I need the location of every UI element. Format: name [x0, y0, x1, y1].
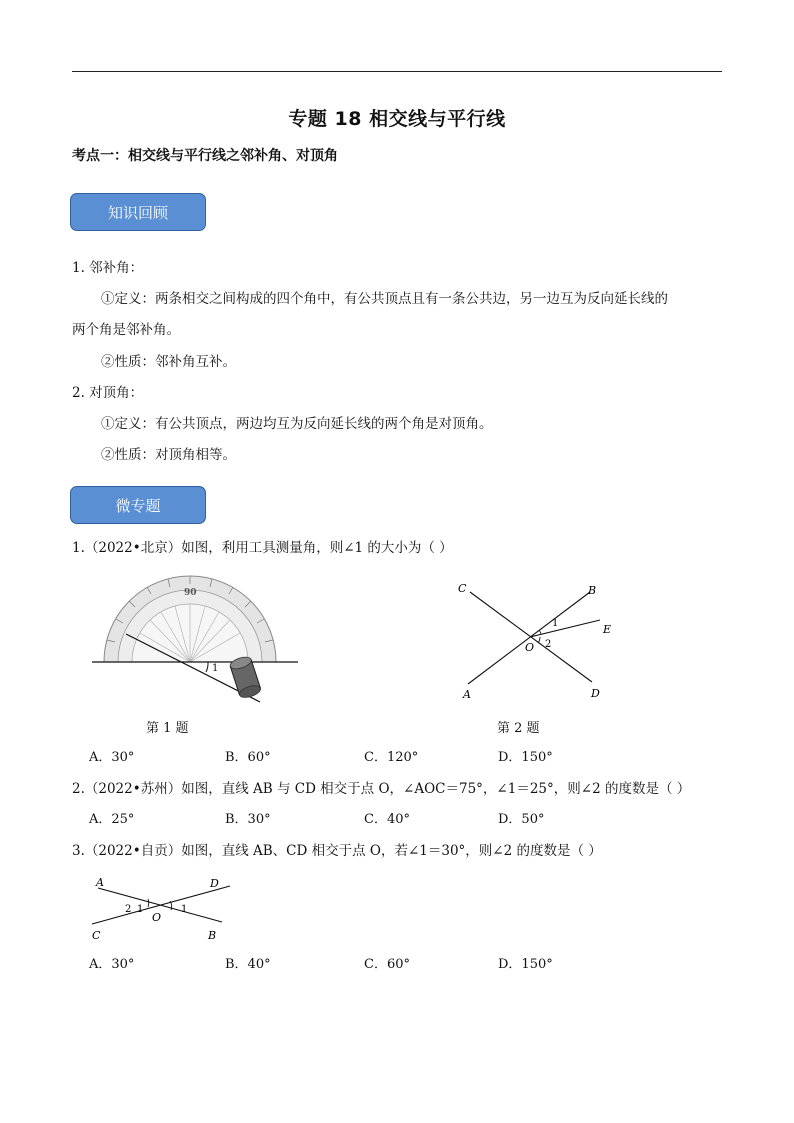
header-rule	[72, 71, 722, 72]
q2-option-d[interactable]: D．50°	[498, 812, 545, 827]
question-3-stem: 3.（2022•自贡）如图，直线 AB、CD 相交于点 O，若∠1＝30°，则∠2 的度数是（ ）	[72, 843, 602, 859]
figure-2-caption: 第 2 题	[497, 721, 540, 736]
question-2-stem: 2.（2022•苏州）如图，直线 AB 与 CD 相交于点 O，∠AOC＝75°，∠1＝25°，则∠2 的度数是（ ）	[72, 781, 691, 797]
fig2-label-c: C	[458, 582, 467, 595]
fig2-label-e: E	[603, 623, 612, 636]
intersecting-lines-figure-2	[448, 576, 623, 706]
item1-definition-line1: ①定义：两条相交之间构成的四个角中，有公共顶点且有一条公共边，另一边互为反向延长线的	[101, 291, 668, 307]
fig3-angle-1-label: 1	[137, 904, 144, 915]
fig2-angle-2-label: 2	[545, 639, 552, 650]
q3-option-b[interactable]: B．40°	[225, 957, 271, 972]
fig2-label-d: D	[591, 687, 600, 700]
q1-option-d[interactable]: D．150°	[498, 750, 553, 765]
q1-option-a[interactable]: A．30°	[89, 750, 135, 765]
page-title: 专题 18 相交线与平行线	[288, 108, 506, 130]
fig2-label-a: A	[463, 688, 471, 701]
micro-topic-button[interactable]: 微专题	[70, 486, 206, 524]
item2-property: ②性质：对顶角相等。	[101, 447, 236, 463]
item1-heading: 1. 邻补角：	[72, 260, 144, 276]
fig2-angle-1-label: 1	[552, 618, 559, 629]
fig1-angle-1-label: 1	[212, 663, 219, 674]
fig3-label-a: A	[96, 876, 104, 889]
q3-option-c[interactable]: C．60°	[364, 957, 410, 972]
intersecting-lines-figure-3	[88, 870, 238, 942]
figure-1-caption: 第 1 题	[146, 721, 189, 736]
fig3-label-d: D	[210, 877, 219, 890]
item2-definition: ①定义：有公共顶点，两边均互为反向延长线的两个角是对顶角。	[101, 416, 493, 432]
topic-subtitle: 考点一：相交线与平行线之邻补角、对顶角	[72, 148, 338, 164]
q1-option-b[interactable]: B．60°	[225, 750, 271, 765]
item2-heading: 2. 对顶角：	[72, 385, 144, 401]
fig2-label-b: B	[588, 584, 597, 597]
q2-option-c[interactable]: C．40°	[364, 812, 410, 827]
q2-option-a[interactable]: A．25°	[89, 812, 135, 827]
fig3-angle-2-label: 2	[125, 904, 132, 915]
item1-property: ②性质：邻补角互补。	[101, 354, 236, 370]
fig3-label-b: B	[208, 929, 217, 942]
q3-option-d[interactable]: D．150°	[498, 957, 553, 972]
knowledge-review-button[interactable]: 知识回顾	[70, 193, 206, 231]
q2-option-b[interactable]: B．30°	[225, 812, 271, 827]
question-1-stem: 1.（2022•北京）如图，利用工具测量角，则∠1 的大小为（ ）	[72, 540, 453, 556]
fig2-label-o: O	[525, 641, 535, 654]
item1-definition-line2: 两个角是邻补角。	[72, 322, 180, 338]
protractor-90-label: 90	[184, 588, 197, 598]
fig3-angle-1b-label: 1	[181, 904, 188, 915]
q3-option-a[interactable]: A．30°	[89, 957, 135, 972]
q1-option-c[interactable]: C．120°	[364, 750, 419, 765]
fig3-label-c: C	[92, 929, 101, 942]
protractor-figure	[88, 566, 303, 706]
fig3-label-o: O	[152, 911, 162, 924]
